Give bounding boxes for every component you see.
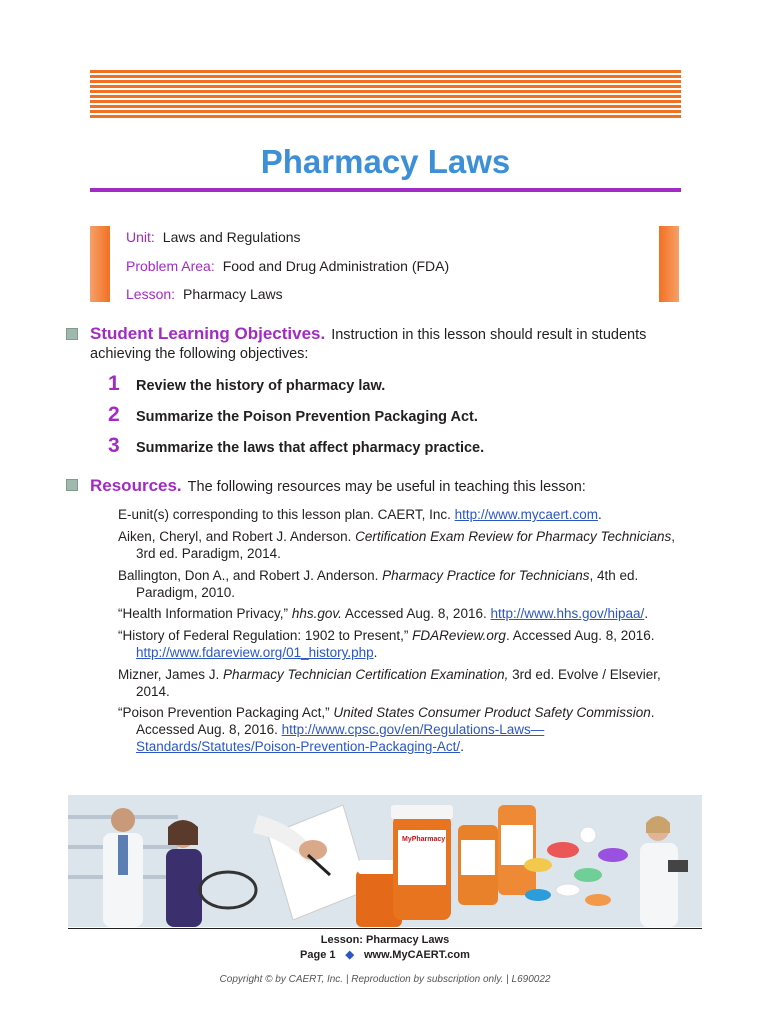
bullet-square-icon <box>66 328 78 340</box>
objective-item <box>108 403 478 427</box>
unit-line <box>126 229 301 245</box>
title-rule <box>90 188 681 192</box>
problem-area-value: Food and Drug Administration (FDA) <box>222 258 450 274</box>
resources-intro: The following resources may be useful in teaching this lesson: <box>187 479 586 495</box>
resource-link[interactable]: http://www.cpsc.gov/en/Regulations-Laws—Standards/Statutes/Poison-Prevention-Packaging-Act/ <box>136 722 545 754</box>
resource-text-mid: Accessed Aug. 8, 2016. <box>341 606 491 621</box>
objectives-heading-line <box>90 324 646 344</box>
resource-item <box>118 506 676 523</box>
footer-page-number: Page 1 <box>300 949 336 961</box>
objective-item <box>108 372 385 396</box>
lesson-line <box>126 286 283 302</box>
resource-text-end: , 3rd ed. Paradigm, 2014. <box>136 529 676 561</box>
resource-text-mid: . Accessed Aug. 8, 2016. <box>136 705 655 737</box>
resource-text-end: . <box>597 507 602 522</box>
resources-heading: Resources. <box>90 476 182 495</box>
bullet-square-icon <box>66 479 78 491</box>
diamond-icon: ◆ <box>345 949 354 961</box>
objective-text: Summarize the Poison Prevention Packaging Act. <box>136 409 478 425</box>
resources-heading-line <box>90 476 586 496</box>
resource-item <box>118 567 676 601</box>
resource-title: Pharmacy Practice for Technicians <box>382 568 590 583</box>
lesson-value: Pharmacy Laws <box>183 286 283 302</box>
resource-title: FDAReview.org <box>412 628 506 643</box>
resource-text-end: . <box>373 645 378 660</box>
objectives-intro: Instruction in this lesson should result in students <box>331 327 647 343</box>
objective-number: 1 <box>108 372 120 395</box>
resource-text-mid: . Accessed Aug. 8, 2016. <box>505 628 655 643</box>
lesson-label: Lesson: <box>126 286 176 302</box>
pharmacy-collage-illustration <box>68 795 702 927</box>
resource-item <box>118 704 676 755</box>
resource-title: United States Consumer Product Safety Commission <box>333 705 651 720</box>
copyright-notice: Copyright © by CAERT, Inc. | Reproduction by subscription only. | L690022 <box>219 974 551 985</box>
resource-text: “History of Federal Regulation: 1902 to Present,” <box>118 628 413 643</box>
objective-text: Review the history of pharmacy law. <box>136 378 386 394</box>
meta-bar-right <box>659 226 679 302</box>
footer-lesson: Lesson: Pharmacy Laws <box>320 934 450 946</box>
resource-text-end: , 4th ed. Paradigm, 2010. <box>136 568 639 600</box>
resource-text-end: . <box>644 606 649 621</box>
resource-link[interactable]: http://www.fdareview.org/01_history.php <box>136 645 374 660</box>
objectives-intro-continued: achieving the following objectives: <box>90 346 309 362</box>
resource-item <box>118 528 676 562</box>
footer-page-line <box>0 948 770 961</box>
objective-number: 3 <box>108 434 120 457</box>
resource-item <box>118 627 676 661</box>
objective-item <box>108 434 484 458</box>
objective-text: Summarize the laws that affect pharmacy practice. <box>136 440 485 456</box>
resource-text: E-unit(s) corresponding to this lesson plan. CAERT, Inc. <box>118 507 455 522</box>
resource-link[interactable]: http://www.mycaert.com <box>454 507 598 522</box>
resource-text: “Poison Prevention Packaging Act,” <box>118 705 334 720</box>
bottle-label-text: MyPharmacy <box>402 836 446 843</box>
objectives-heading: Student Learning Objectives. <box>90 324 326 343</box>
footer-site: www.MyCAERT.com <box>363 949 470 961</box>
meta-bar-left <box>90 226 110 302</box>
resource-item <box>118 666 676 700</box>
resource-title: Pharmacy Technician Certification Examination, <box>223 667 509 682</box>
problem-area-line <box>126 258 449 274</box>
unit-value: Laws and Regulations <box>162 229 301 245</box>
resource-text-end: . <box>460 739 464 754</box>
header-stripes <box>90 70 681 120</box>
resource-title: Certification Exam Review for Pharmacy Technicians <box>355 529 672 544</box>
objective-number: 2 <box>108 403 120 426</box>
resource-link[interactable]: http://www.hhs.gov/hipaa/ <box>490 606 645 621</box>
resource-title: hhs.gov. <box>291 606 342 621</box>
pharmacy-photo-collage <box>68 795 702 927</box>
resource-text: Aiken, Cheryl, and Robert J. Anderson. <box>118 529 356 544</box>
problem-area-label: Problem Area: <box>126 258 215 274</box>
resource-text: Ballington, Don A., and Robert J. Anderson. <box>118 568 383 583</box>
resource-item <box>118 605 676 622</box>
page-title: Pharmacy Laws <box>260 143 511 180</box>
unit-label: Unit: <box>126 229 155 245</box>
resource-text: Mizner, James J. <box>118 667 224 682</box>
footer-rule <box>68 928 702 929</box>
resource-text: “Health Information Privacy,” <box>118 606 292 621</box>
resource-text-end: 3rd ed. Evolve / Elsevier, 2014. <box>136 667 661 699</box>
